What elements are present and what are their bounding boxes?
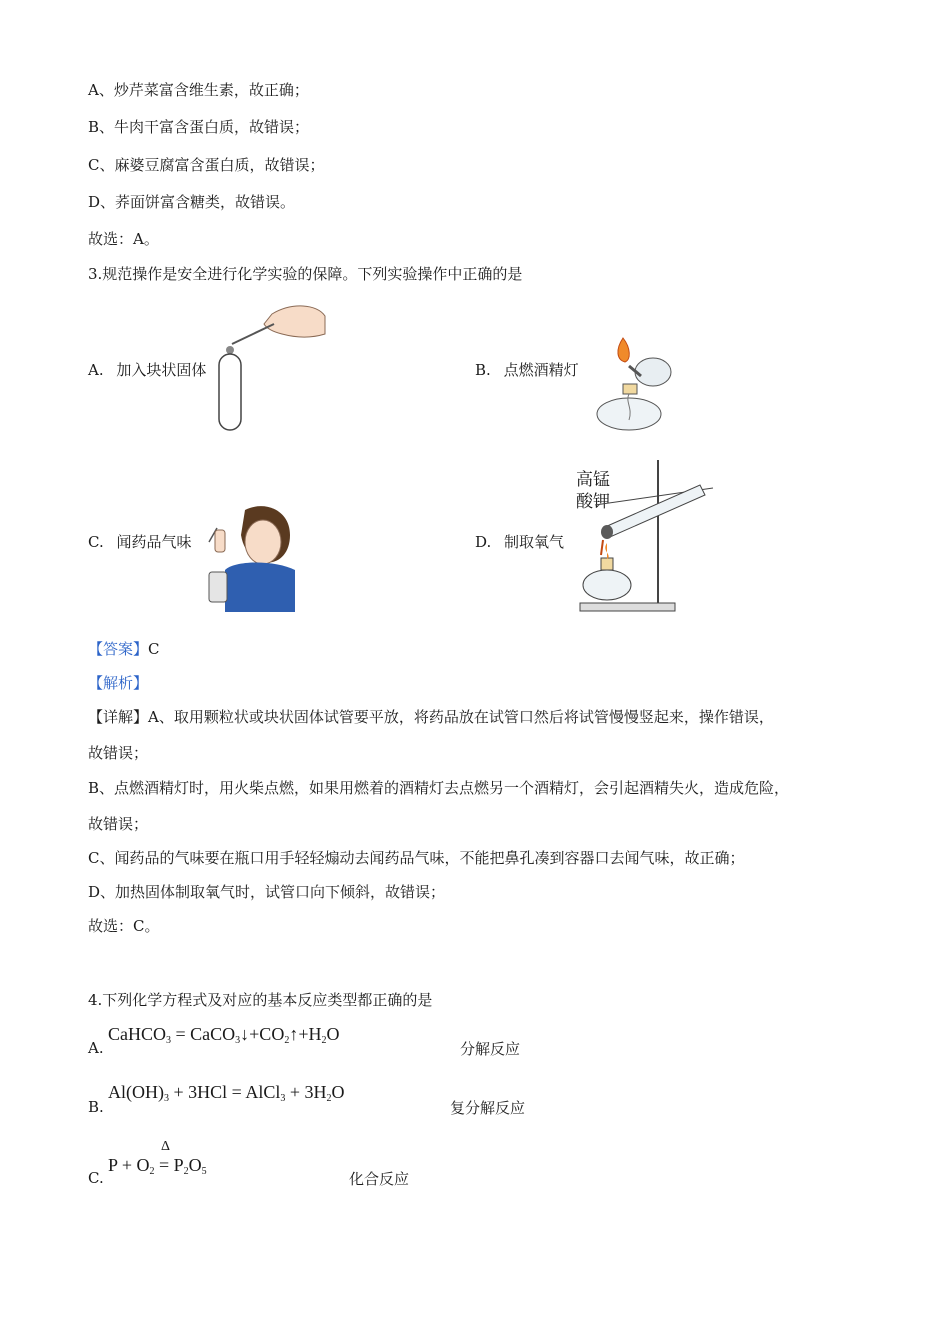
detail-line-1: 【详解】A、取用颗粒状或块状固体试管要平放，将药品放在试管口然后将试管慢慢竖起来，操作错误， [88, 708, 774, 726]
q3-option-d[interactable] [475, 532, 564, 552]
option-letter: D. [475, 533, 492, 551]
prev-explanation-a: A、炒芹菜富含维生素，故正确； [88, 81, 309, 99]
q3-option-c[interactable] [88, 532, 192, 552]
q3-option-a[interactable] [88, 360, 206, 380]
q4-option-c-letter[interactable]: C. [88, 1169, 104, 1187]
option-letter: C. [88, 533, 104, 551]
option-text: 点燃酒精灯 [503, 361, 579, 379]
option-letter: A. [88, 361, 104, 379]
prev-choice: 故选：A。 [88, 230, 159, 248]
detail-line-2: 故错误； [88, 744, 149, 762]
answer-line [88, 639, 160, 659]
analysis-tag: 【解析】 [88, 674, 149, 692]
q3-option-b[interactable] [475, 360, 579, 380]
q4-type-c: 化合反应 [349, 1170, 410, 1188]
q4-type-a: 分解反应 [460, 1040, 521, 1058]
figure-oxygen-apparatus-icon [575, 455, 725, 615]
detail-line-5: C、闻药品的气味要在瓶口用手轻轻煽动去闻药品气味，不能把鼻孔凑到容器口去闻气味，故正确； [88, 849, 745, 867]
q4-equation-c: $P + O_2$ Δ = $P_2O_5$ [108, 1139, 207, 1177]
q4-equation-b: $Al(OH)_3 + 3HCl$ = AlCl$_3$ + $3H_2O$ [108, 1082, 345, 1104]
q4-option-b-letter[interactable]: B. [88, 1098, 104, 1116]
q4-option-a-letter[interactable]: A. [88, 1039, 104, 1057]
option-text: 闻药品气味 [116, 533, 192, 551]
figure-alcohol-lamp-icon [585, 330, 690, 435]
prev-explanation-b: B、牛肉干富含蛋白质，故错误； [88, 118, 310, 136]
detail-line-3: B、点燃酒精灯时，用火柴点燃，如果用燃着的酒精灯去点燃另一个酒精灯，会引起酒精失火，造成危险， [88, 779, 790, 797]
figure-d-label-1: 高锰 [576, 470, 610, 490]
q4-stem: 4.下列化学方程式及对应的基本反应类型都正确的是 [88, 991, 433, 1009]
detail-line-4: 故错误； [88, 815, 149, 833]
q3-stem: 3.规范操作是安全进行化学实验的保障。下列实验操作中正确的是 [88, 265, 523, 283]
prev-explanation-d: D、荞面饼富含糖类，故错误。 [88, 193, 296, 211]
option-text: 加入块状固体 [116, 361, 207, 379]
figure-smell-icon [195, 500, 300, 615]
option-text: 制取氧气 [504, 533, 565, 551]
answer-value: C [148, 640, 160, 658]
figure-add-solid-icon [212, 294, 327, 436]
q4-type-b: 复分解反应 [450, 1099, 526, 1117]
q3-choice: 故选：C。 [88, 917, 160, 935]
option-letter: B. [475, 361, 491, 379]
prev-explanation-c: C、麻婆豆腐富含蛋白质，故错误； [88, 156, 325, 174]
answer-tag: 【答案】 [88, 640, 149, 658]
q4-equation-a: CaHCO$_3$ = $CaCO_3↓+CO_2↑+H_2O$ [108, 1024, 340, 1046]
detail-line-6: D、加热固体制取氧气时，试管口向下倾斜，故错误； [88, 883, 446, 901]
figure-d-label-2: 酸钾 [576, 492, 610, 512]
